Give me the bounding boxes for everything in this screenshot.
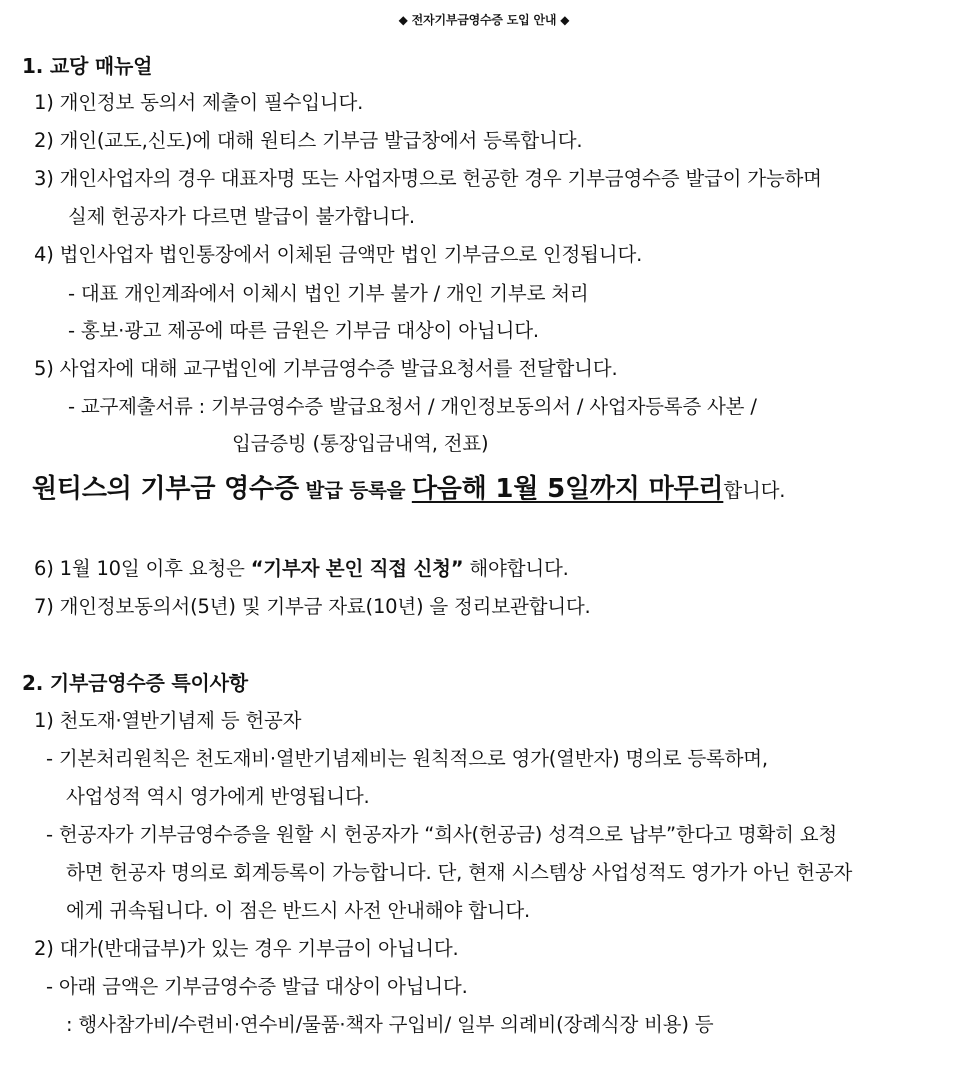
section1-heading: 1. 교당 매뉴얼	[22, 54, 153, 78]
s1-item6	[34, 555, 569, 583]
s1-item4: 4) 법인사업자 법인통장에서 이체된 금액만 법인 기부금으로 인정됩니다.	[34, 243, 643, 266]
notice-part1: 원티스의 기부금 영수증	[32, 474, 299, 504]
s1-item6-prefix: 6) 1월 10일 이후 요청은	[34, 557, 251, 580]
s1-item3-line1: 3) 개인사업자의 경우 대표자명 또는 사업자명으로 헌공한 경우 기부금영수증 발급이 가능하며	[34, 167, 822, 190]
s2-item2: 2) 대가(반대급부)가 있는 경우 기부금이 아닙니다.	[34, 937, 459, 960]
notice-line	[32, 472, 785, 508]
notice-part2: 발급 등록을	[298, 479, 412, 502]
s1-item5-sub1: - 교구제출서류 : 기부금영수증 발급요청서 / 개인정보동의서 / 사업자등록증 사본 /	[68, 395, 757, 418]
s1-item2: 2) 개인(교도,신도)에 대해 원티스 기부금 발급창에서 등록합니다.	[34, 129, 583, 152]
s1-item1: 1) 개인정보 동의서 제출이 필수입니다.	[34, 91, 364, 114]
s2-item1-sub2-line2: 하면 헌공자 명의로 회계등록이 가능합니다. 단, 현재 시스템상 사업성적도 영가가 아닌 헌공자	[66, 861, 853, 884]
s1-item3-line2: 실제 헌공자가 다르면 발급이 불가합니다.	[68, 205, 415, 228]
s1-item4-sub1: - 대표 개인계좌에서 이체시 법인 기부 불가 / 개인 기부로 처리	[68, 282, 589, 305]
s1-item6-quote: “기부자 본인 직접 신청”	[250, 557, 464, 580]
notice-part4: 합니다.	[723, 479, 786, 502]
s2-item2-sub1: - 아래 금액은 기부금영수증 발급 대상이 아닙니다.	[46, 975, 468, 998]
s1-item4-sub2: - 홍보·광고 제공에 따른 금원은 기부금 대상이 아닙니다.	[68, 319, 539, 342]
s1-item6-suffix: 해야합니다.	[463, 557, 569, 580]
s1-item5-sub2: 입금증빙 (통장입금내역, 전표)	[232, 432, 489, 455]
page-title: ◆ 전자기부금영수증 도입 안내 ◆	[398, 13, 570, 27]
s2-item1: 1) 천도재·열반기념제 등 헌공자	[34, 709, 302, 732]
s2-item2-sub2: : 행사참가비/수련비·연수비/물품·책자 구입비/ 일부 의례비(장례식장 비용) 등	[66, 1013, 714, 1036]
s2-item1-sub2-line3: 에게 귀속됩니다. 이 점은 반드시 사전 안내해야 합니다.	[66, 899, 531, 922]
s2-item1-sub1-line1: - 기본처리원칙은 천도재비·열반기념제비는 원칙적으로 영가(열반자) 명의로 등록하며,	[46, 747, 768, 770]
s2-item1-sub1-line2: 사업성적 역시 영가에게 반영됩니다.	[66, 785, 370, 808]
s1-item7: 7) 개인정보동의서(5년) 및 기부금 자료(10년) 을 정리보관합니다.	[34, 595, 591, 618]
notice-deadline: 다음해 1월 5일까지 마무리	[411, 474, 724, 504]
s1-item5: 5) 사업자에 대해 교구법인에 기부금영수증 발급요청서를 전달합니다.	[34, 357, 618, 380]
s2-item1-sub2-line1: - 헌공자가 기부금영수증을 원할 시 헌공자가 “희사(헌공금) 성격으로 납부”한다고 명확히 요청	[46, 823, 838, 846]
section2-heading: 2. 기부금영수증 특이사항	[22, 671, 248, 695]
